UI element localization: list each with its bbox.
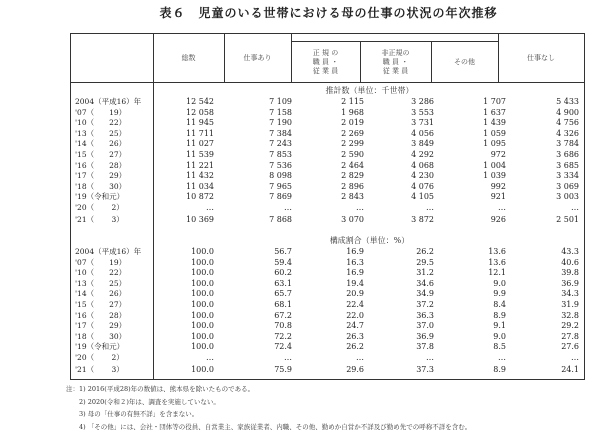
table-row xyxy=(71,268,579,279)
row-label: '20（ 2） xyxy=(75,203,124,212)
cell-value: 4 105 xyxy=(411,192,434,202)
table-title: 表６ 児童のいる世帯における母の仕事の状況の年次推移 xyxy=(159,6,498,20)
cell-value: 1 004 xyxy=(483,160,506,170)
row-label: '21（ 3） xyxy=(75,364,124,374)
cell-value: 100.0 xyxy=(191,310,214,320)
cell-value: 992 xyxy=(490,181,506,191)
cell-value: 32.8 xyxy=(561,310,579,320)
footnote: 4) 「その他」には、会社・団体等の役員、自営業主、家族従業者、内職、その他、勤めか自営か不詳及び勤め先での呼称不詳を含む。 xyxy=(66,422,472,431)
cell-value: 100.0 xyxy=(191,300,214,309)
cell-value: 7 243 xyxy=(269,139,292,149)
cell-value: 100.0 xyxy=(191,289,214,299)
cell-value: 100.0 xyxy=(191,331,214,341)
cell-value: 100.0 xyxy=(191,364,214,374)
col-divider xyxy=(431,41,432,83)
cell-value: 10 872 xyxy=(186,192,214,202)
footnote: 2) 2020(令和２)年は、調査を実施していない。 xyxy=(66,397,220,406)
cell-value: 22.4 xyxy=(346,300,364,309)
footnote: 3) 母の「仕事の有無不詳」を含まない。 xyxy=(66,410,199,418)
cell-value: 26.2 xyxy=(416,247,434,256)
cell-value: 29.5 xyxy=(416,257,434,267)
table-row xyxy=(71,171,579,182)
row-label: '16（ 28） xyxy=(75,160,127,170)
cell-value: 37.8 xyxy=(416,342,434,352)
cell-value: 1 059 xyxy=(483,128,506,138)
table-row xyxy=(71,365,579,376)
table-row xyxy=(71,192,579,203)
row-label: '14（ 26） xyxy=(75,289,127,299)
cell-value: 100.0 xyxy=(191,257,214,267)
row-label: '21（ 3） xyxy=(75,214,124,224)
cell-value: … xyxy=(356,353,364,362)
cell-value: 7 853 xyxy=(269,150,292,159)
row-label: '14（ 26） xyxy=(75,139,127,149)
table-row xyxy=(71,108,579,119)
cell-value: 9.0 xyxy=(493,331,506,341)
cell-value: 9.1 xyxy=(493,321,506,331)
cell-value: 24.1 xyxy=(561,364,579,374)
cell-value: 4 326 xyxy=(556,128,579,138)
table-row xyxy=(71,332,579,343)
cell-value: 36.3 xyxy=(416,310,434,320)
cell-value: … xyxy=(571,353,579,362)
cell-value: 36.9 xyxy=(561,278,579,288)
cell-value: … xyxy=(206,203,214,212)
cell-value: 1 439 xyxy=(483,118,506,128)
cell-value: 7 109 xyxy=(269,97,292,106)
cell-value: 921 xyxy=(490,192,506,202)
cell-value: 60.2 xyxy=(274,268,292,278)
cell-value: 4 292 xyxy=(411,150,434,159)
cell-value: 8.9 xyxy=(493,310,506,320)
cell-value: 7 868 xyxy=(269,214,292,224)
header-other: その他 xyxy=(431,41,498,83)
cell-value: … xyxy=(356,203,364,212)
cell-value: 3 685 xyxy=(556,160,579,170)
col-divider xyxy=(291,34,292,83)
cell-value: 43.3 xyxy=(561,247,579,256)
row-label: '13（ 25） xyxy=(75,128,127,138)
row-label: '17（ 29） xyxy=(75,321,127,331)
cell-value: 31.9 xyxy=(561,300,579,309)
cell-value: 11 432 xyxy=(186,171,214,181)
cell-value: 2 501 xyxy=(556,214,579,224)
cell-value: 100.0 xyxy=(191,278,214,288)
cell-value: 72.2 xyxy=(274,331,292,341)
cell-value: 1 039 xyxy=(483,171,506,181)
cell-value: 2 464 xyxy=(341,160,364,170)
cell-value: 29.2 xyxy=(561,321,579,331)
cell-value: 7 536 xyxy=(269,160,292,170)
cell-value: 3 784 xyxy=(556,139,579,149)
cell-value: 100.0 xyxy=(191,342,214,352)
data-table xyxy=(70,33,585,380)
cell-value: 5 433 xyxy=(556,97,579,106)
cell-value: 2 843 xyxy=(341,192,364,202)
footnote: 注：1) 2016(平成28)年の数値は、熊本県を除いたものである。 xyxy=(66,385,255,393)
cell-value: … xyxy=(206,353,214,362)
table-row xyxy=(71,279,579,290)
cell-value: 29.6 xyxy=(346,364,364,374)
row-label: '19（令和元） xyxy=(75,192,125,202)
cell-value: 16.9 xyxy=(346,247,364,256)
cell-value: 37.0 xyxy=(416,321,434,331)
table-row xyxy=(71,139,579,150)
cell-value: 100.0 xyxy=(191,268,214,278)
row-label: '07（ 19） xyxy=(75,107,127,117)
cell-value: 22.0 xyxy=(346,310,364,320)
cell-value: 3 872 xyxy=(411,214,434,224)
cell-value: 11 221 xyxy=(186,160,214,170)
cell-value: 13.6 xyxy=(488,257,506,267)
cell-value: 7 965 xyxy=(269,181,292,191)
cell-value: 12 542 xyxy=(186,97,214,106)
table-row xyxy=(71,97,579,108)
table-row xyxy=(71,247,579,258)
cell-value: 27.6 xyxy=(561,342,579,352)
col-divider xyxy=(498,34,499,83)
cell-value: 9.9 xyxy=(493,289,506,299)
header-employed: 仕事あり xyxy=(224,34,291,83)
row-label: '15（ 27） xyxy=(75,300,127,309)
cell-value: 2 299 xyxy=(341,139,364,149)
cell-value: 63.1 xyxy=(274,278,292,288)
cell-value: 67.2 xyxy=(274,310,292,320)
cell-value: 2 019 xyxy=(341,118,364,128)
cell-value: 19.4 xyxy=(346,278,364,288)
cell-value: 100.0 xyxy=(191,321,214,331)
cell-value: 9.0 xyxy=(493,278,506,288)
cell-value: 34.9 xyxy=(416,289,434,299)
cell-value: 39.8 xyxy=(561,268,579,278)
col-divider xyxy=(360,41,361,83)
cell-value: … xyxy=(284,353,292,362)
cell-value: 2 269 xyxy=(341,128,364,138)
row-label: '10（ 22） xyxy=(75,268,127,278)
cell-value: 926 xyxy=(490,214,506,224)
cell-value: 3 731 xyxy=(411,118,434,128)
row-label: '17（ 29） xyxy=(75,171,127,181)
cell-value: … xyxy=(571,203,579,212)
cell-value: 26.3 xyxy=(346,331,364,341)
table-row xyxy=(71,289,579,300)
cell-value: 68.1 xyxy=(274,300,292,309)
cell-value: … xyxy=(426,203,434,212)
cell-value: 1 968 xyxy=(341,107,364,117)
header-unemployed: 仕事なし xyxy=(498,34,584,83)
table-row xyxy=(71,129,579,140)
cell-value: 11 945 xyxy=(186,118,214,128)
cell-value: … xyxy=(284,203,292,212)
table-row xyxy=(71,215,579,226)
cell-value: 3 003 xyxy=(556,192,579,202)
cell-value: 11 539 xyxy=(186,150,214,159)
cell-value: 24.7 xyxy=(346,321,364,331)
cell-value: 972 xyxy=(490,150,506,159)
cell-value: 3 334 xyxy=(556,171,579,181)
section-title: 推計数（単位：千世帯） xyxy=(325,86,414,95)
cell-value: 4 230 xyxy=(411,171,434,181)
row-label: '18（ 30） xyxy=(75,181,127,191)
cell-value: 20.9 xyxy=(346,289,364,299)
cell-value: 27.8 xyxy=(561,331,579,341)
cell-value: 2 829 xyxy=(341,171,364,181)
table-row xyxy=(71,203,579,214)
cell-value: 26.2 xyxy=(346,342,364,352)
table-row xyxy=(71,182,579,193)
header-total: 総数 xyxy=(153,34,224,83)
cell-value: 8 098 xyxy=(269,171,292,181)
cell-value: 37.2 xyxy=(416,300,434,309)
cell-value: 4 068 xyxy=(411,160,434,170)
cell-value: 100.0 xyxy=(191,247,214,256)
cell-value: 13.6 xyxy=(488,247,506,256)
row-label: '10（ 22） xyxy=(75,118,127,128)
cell-value: … xyxy=(498,203,506,212)
row-label: '19（令和元） xyxy=(75,342,125,352)
cell-value: 59.4 xyxy=(274,257,292,267)
cell-value: 8.5 xyxy=(493,342,506,352)
cell-value: 4 056 xyxy=(411,128,434,138)
cell-value: 75.9 xyxy=(274,364,292,374)
cell-value: 1 707 xyxy=(483,97,506,106)
cell-value: 16.9 xyxy=(346,268,364,278)
footnotes xyxy=(66,383,471,433)
cell-value: 65.7 xyxy=(274,289,292,299)
row-label: '18（ 30） xyxy=(75,331,127,341)
cell-value: 3 070 xyxy=(341,214,364,224)
table-row xyxy=(71,353,579,364)
cell-value: 2 115 xyxy=(341,97,364,106)
table-row xyxy=(71,258,579,269)
cell-value: 10 369 xyxy=(186,214,214,224)
table-row xyxy=(71,118,579,129)
table-row xyxy=(71,321,579,332)
cell-value: 7 384 xyxy=(269,128,292,138)
cell-value: 1 637 xyxy=(483,107,506,117)
cell-value: 8.4 xyxy=(493,300,506,309)
cell-value: 11 711 xyxy=(186,128,214,138)
cell-value: 12 058 xyxy=(186,107,214,117)
cell-value: 31.2 xyxy=(416,268,434,278)
cell-value: 34.6 xyxy=(416,278,434,288)
section-title: 構成割合（単位：%） xyxy=(329,236,410,245)
cell-value: 4 076 xyxy=(411,181,434,191)
cell-value: 7 869 xyxy=(269,192,292,202)
row-label: 2004（平成16）年 xyxy=(75,247,142,256)
cell-value: 2 896 xyxy=(341,181,364,191)
header-regular: 正 規 の 職 員 ・ 従 業 員 xyxy=(291,41,360,83)
cell-value: 3 553 xyxy=(411,107,434,117)
cell-value: 2 590 xyxy=(341,150,364,159)
header-nonregular: 非正規の 職 員 ・ 従 業 員 xyxy=(360,41,431,83)
cell-value: 7 158 xyxy=(269,107,292,117)
cell-value: 1 095 xyxy=(483,139,506,149)
cell-value: 4 900 xyxy=(556,107,579,117)
cell-value: 3 686 xyxy=(556,150,579,159)
cell-value: 36.9 xyxy=(416,331,434,341)
table-row xyxy=(71,300,579,311)
table-row xyxy=(71,150,579,161)
cell-value: 11 027 xyxy=(186,139,214,149)
table-row xyxy=(71,161,579,172)
cell-value: 11 034 xyxy=(186,181,214,191)
cell-value: 56.7 xyxy=(274,247,292,256)
cell-value: 8.9 xyxy=(493,364,506,374)
header-blank xyxy=(71,34,153,83)
row-label: '13（ 25） xyxy=(75,278,127,288)
cell-value: … xyxy=(426,353,434,362)
cell-value: 3 286 xyxy=(411,97,434,106)
row-label: '07（ 19） xyxy=(75,257,127,267)
table-row xyxy=(71,342,579,353)
cell-value: 37.3 xyxy=(416,364,434,374)
row-label: '15（ 27） xyxy=(75,150,127,159)
cell-value: 3 069 xyxy=(556,181,579,191)
cell-value: 70.8 xyxy=(274,321,292,331)
table-row xyxy=(71,311,579,322)
col-divider xyxy=(224,34,225,83)
cell-value: 3 849 xyxy=(411,139,434,149)
cell-value: 16.3 xyxy=(346,257,364,267)
cell-value: 34.3 xyxy=(561,289,579,299)
cell-value: 12.1 xyxy=(488,268,506,278)
row-label: 2004（平成16）年 xyxy=(75,97,142,106)
cell-value: 40.6 xyxy=(561,257,579,267)
cell-value: … xyxy=(498,353,506,362)
row-label: '16（ 28） xyxy=(75,310,127,320)
cell-value: 7 190 xyxy=(269,118,292,128)
cell-value: 4 756 xyxy=(556,118,579,128)
cell-value: 72.4 xyxy=(274,342,292,352)
row-label: '20（ 2） xyxy=(75,353,124,362)
